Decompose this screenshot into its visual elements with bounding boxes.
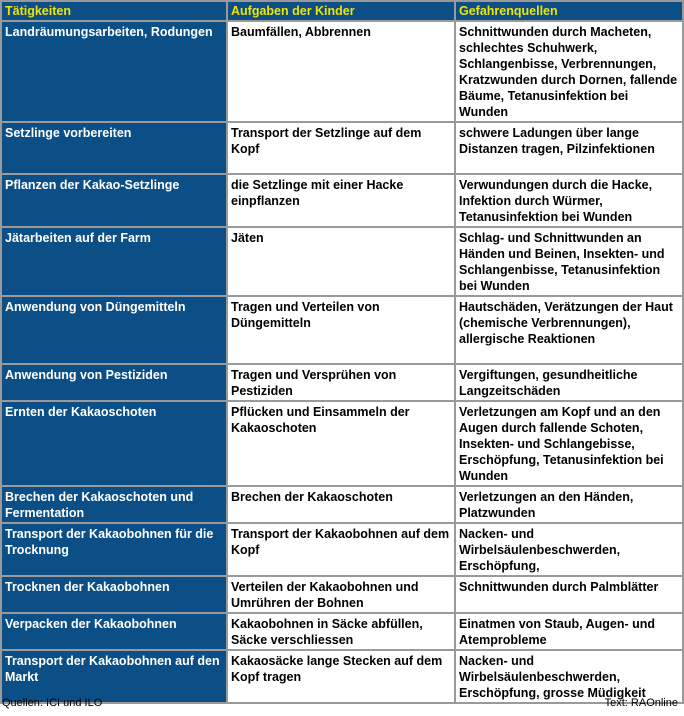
task-cell: Transport der Setzlinge auf dem Kopf bbox=[227, 122, 455, 174]
header-hazards: Gefahrenquellen bbox=[455, 1, 683, 21]
hazard-cell: Nacken- und Wirbelsäulenbeschwerden, Erschöpfung, bbox=[455, 523, 683, 576]
activity-cell: Landräumungsarbeiten, Rodungen bbox=[1, 21, 227, 122]
table-row bbox=[1, 486, 683, 523]
activity-cell: Setzlinge vorbereiten bbox=[1, 122, 227, 174]
hazard-cell: schwere Ladungen über lange Distanzen tragen, Pilzinfektionen bbox=[455, 122, 683, 174]
task-cell: Verteilen der Kakaobohnen und Umrühren der Bohnen bbox=[227, 576, 455, 613]
task-cell: Kakaobohnen in Säcke abfüllen, Säcke verschliessen bbox=[227, 613, 455, 650]
sources-note: Quellen: ICI und ILO bbox=[2, 697, 103, 709]
header-child-tasks: Aufgaben der Kinder bbox=[227, 1, 455, 21]
hazard-cell: Einatmen von Staub, Augen- und Atemprobleme bbox=[455, 613, 683, 650]
activity-cell: Ernten der Kakaoschoten bbox=[1, 401, 227, 486]
hazard-cell: Verletzungen an den Händen, Platzwunden bbox=[455, 486, 683, 523]
table-row bbox=[1, 576, 683, 613]
task-cell: Baumfällen, Abbrennen bbox=[227, 21, 455, 122]
header-row bbox=[1, 1, 683, 21]
task-cell: Transport der Kakaobohnen auf dem Kopf bbox=[227, 523, 455, 576]
table-row bbox=[1, 523, 683, 576]
hazard-cell: Schlag- und Schnittwunden an Händen und Beinen, Insekten- und Schlangenbisse, Tetanusinfektion bei Wunden bbox=[455, 227, 683, 296]
hazard-cell: Hautschäden, Verätzungen der Haut (chemische Verbrennungen), allergische Reaktionen bbox=[455, 296, 683, 364]
activity-cell: Trocknen der Kakaobohnen bbox=[1, 576, 227, 613]
table-row bbox=[1, 650, 683, 703]
hazard-cell: Nacken- und Wirbelsäulenbeschwerden, Erschöpfung, grosse Müdigkeit bbox=[455, 650, 683, 703]
hazard-cell: Verwundungen durch die Hacke, Infektion durch Würmer, Tetanusinfektion bei Wunden bbox=[455, 174, 683, 227]
task-cell: Jäten bbox=[227, 227, 455, 296]
activity-cell: Anwendung von Pestiziden bbox=[1, 364, 227, 401]
table-header bbox=[1, 1, 683, 21]
table-row bbox=[1, 122, 683, 174]
activity-cell: Transport der Kakaobohnen auf den Markt bbox=[1, 650, 227, 703]
task-cell: Brechen der Kakaoschoten bbox=[227, 486, 455, 523]
table-body bbox=[1, 21, 683, 703]
hazard-cell: Vergiftungen, gesundheitliche Langzeitschäden bbox=[455, 364, 683, 401]
hazard-cell: Schnittwunden durch Palmblätter bbox=[455, 576, 683, 613]
table-row bbox=[1, 227, 683, 296]
activity-cell: Pflanzen der Kakao-Setzlinge bbox=[1, 174, 227, 227]
task-cell: die Setzlinge mit einer Hacke einpflanzen bbox=[227, 174, 455, 227]
header-activities: Tätigkeiten bbox=[1, 1, 227, 21]
hazard-cell: Verletzungen am Kopf und an den Augen durch fallende Schoten, Insekten- und Schlangebisse, Erschöpfung, Tetanusinfektion bei Wunden bbox=[455, 401, 683, 486]
table-row bbox=[1, 21, 683, 122]
task-cell: Tragen und Versprühen von Pestiziden bbox=[227, 364, 455, 401]
table-row bbox=[1, 613, 683, 650]
activity-cell: Anwendung von Düngemitteln bbox=[1, 296, 227, 364]
text-credit: Text: RAOnline bbox=[604, 697, 678, 709]
activity-cell: Brechen der Kakaoschoten und Fermentation bbox=[1, 486, 227, 523]
activity-cell: Verpacken der Kakaobohnen bbox=[1, 613, 227, 650]
table-row bbox=[1, 364, 683, 401]
table-row bbox=[1, 296, 683, 364]
hazard-cell: Schnittwunden durch Macheten, schlechtes Schuhwerk, Schlangenbisse, Verbrennungen, Kratzwunden durch Dornen, fallende Bäume, Tetanusinfektion bei Wunden bbox=[455, 21, 683, 122]
task-cell: Tragen und Verteilen von Düngemitteln bbox=[227, 296, 455, 364]
activity-cell: Transport der Kakaobohnen für die Trocknung bbox=[1, 523, 227, 576]
task-cell: Pflücken und Einsammeln der Kakaoschoten bbox=[227, 401, 455, 486]
task-cell: Kakaosäcke lange Stecken auf dem Kopf tragen bbox=[227, 650, 455, 703]
activity-cell: Jätarbeiten auf der Farm bbox=[1, 227, 227, 296]
table-row bbox=[1, 401, 683, 486]
table-row bbox=[1, 174, 683, 227]
